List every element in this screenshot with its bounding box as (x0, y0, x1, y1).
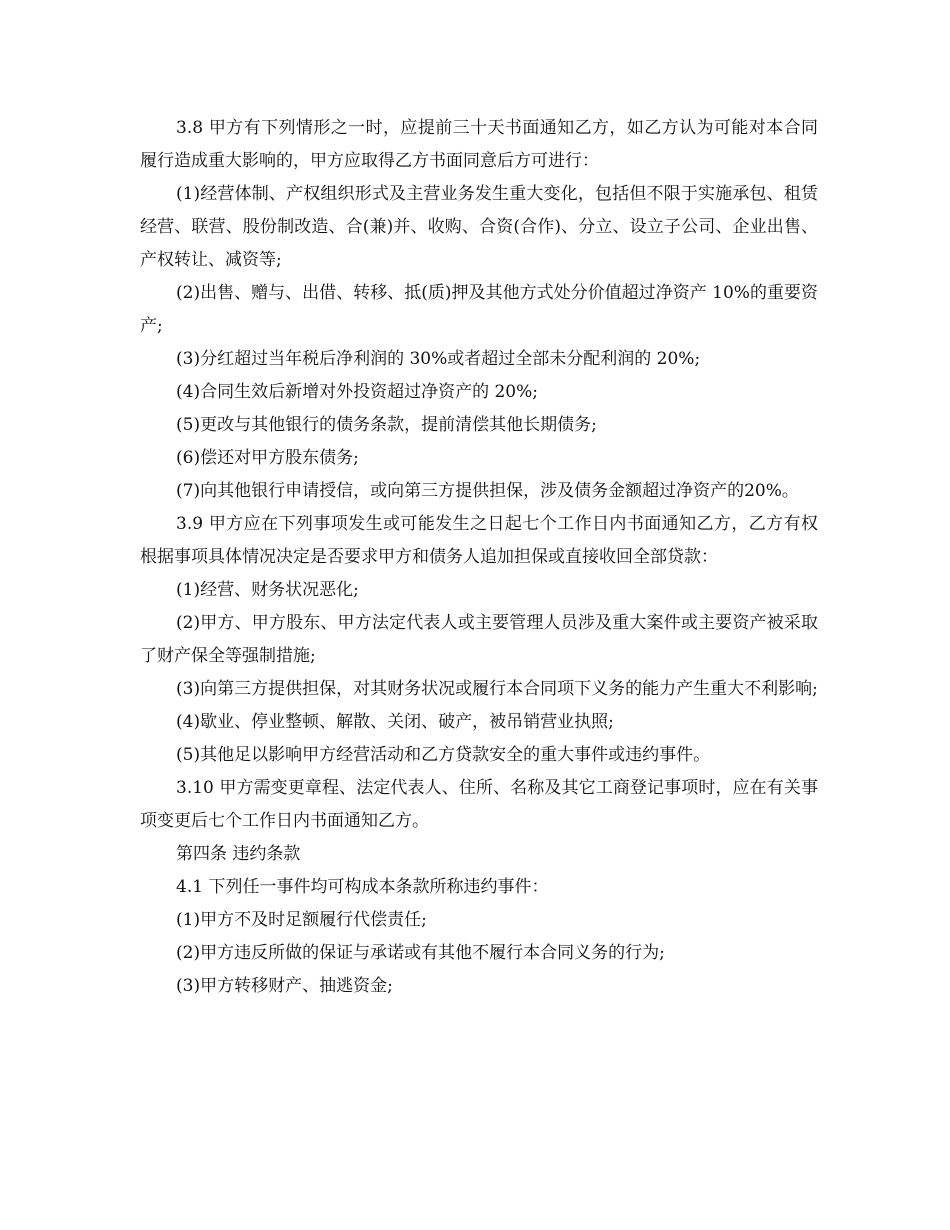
clause-3-8: 3.8 甲方有下列情形之一时，应提前三十天书面通知乙方，如乙方认为可能对本合同履行造成重大影响的，甲方应取得乙方书面同意后方可进行： (140, 118, 818, 171)
clause-3-8-item-6: (6)偿还对甲方股东债务; (176, 448, 359, 468)
clause-3-8-item-5: (5)更改与其他银行的债务条款，提前清偿其他长期债务; (176, 415, 597, 435)
clause-3-8-item-7: (7)向其他银行申请授信，或向第三方提供担保，涉及债务金额超过净资产的20%。 (176, 481, 799, 501)
clause-4-1: 4.1 下列任一事件均可构成本条款所称违约事件： (176, 877, 549, 897)
clause-3-9-item-5: (5)其他足以影响甲方经营活动和乙方贷款安全的重大事件或违约事件。 (176, 745, 711, 765)
clause-3-9-item-3: (3)向第三方提供担保，对其财务状况或履行本合同项下义务的能力产生重大不利影响; (176, 679, 818, 699)
clause-3-8-item-1: (1)经营体制、产权组织形式及主营业务发生重大变化，包括但不限于实施承包、租赁经营、联营、股份制改造、合(兼)并、收购、合资(合作)、分立、设立子公司、企业出售、产权转让、减资等; (140, 184, 818, 270)
clause-4-1-item-1: (1)甲方不及时足额履行代偿责任; (176, 910, 427, 930)
clause-3-9-item-4: (4)歇业、停业整顿、解散、关闭、破产，被吊销营业执照; (176, 712, 614, 732)
clause-3-8-item-2: (2)出售、赠与、出借、转移、抵(质)押及其他方式处分价值超过净资产 10%的重要资产; (140, 283, 818, 336)
clause-3-8-item-4: (4)合同生效后新增对外投资超过净资产的 20%; (176, 382, 538, 402)
clause-3-9: 3.9 甲方应在下列事项发生或可能发生之日起七个工作日内书面通知乙方，乙方有权根据事项具体情况决定是否要求甲方和债务人追加担保或直接收回全部贷款： (140, 514, 818, 567)
clause-4-1-item-3: (3)甲方转移财产、抽逃资金; (176, 976, 393, 996)
clause-4-1-item-2: (2)甲方违反所做的保证与承诺或有其他不履行本合同义务的行为; (176, 943, 665, 963)
clause-3-10: 3.10 甲方需变更章程、法定代表人、住所、名称及其它工商登记事项时，应在有关事项变更后七个工作日内书面通知乙方。 (140, 778, 818, 831)
clause-3-8-item-3: (3)分红超过当年税后净利润的 30%或者超过全部未分配利润的 20%; (176, 349, 701, 369)
article-4-heading: 第四条 违约条款 (176, 844, 301, 864)
clause-3-9-item-2: (2)甲方、甲方股东、甲方法定代表人或主要管理人员涉及重大案件或主要资产被采取了财产保全等强制措施; (140, 613, 818, 666)
document-body (140, 112, 818, 1003)
clause-3-9-item-1: (1)经营、财务状况恶化; (176, 580, 359, 600)
